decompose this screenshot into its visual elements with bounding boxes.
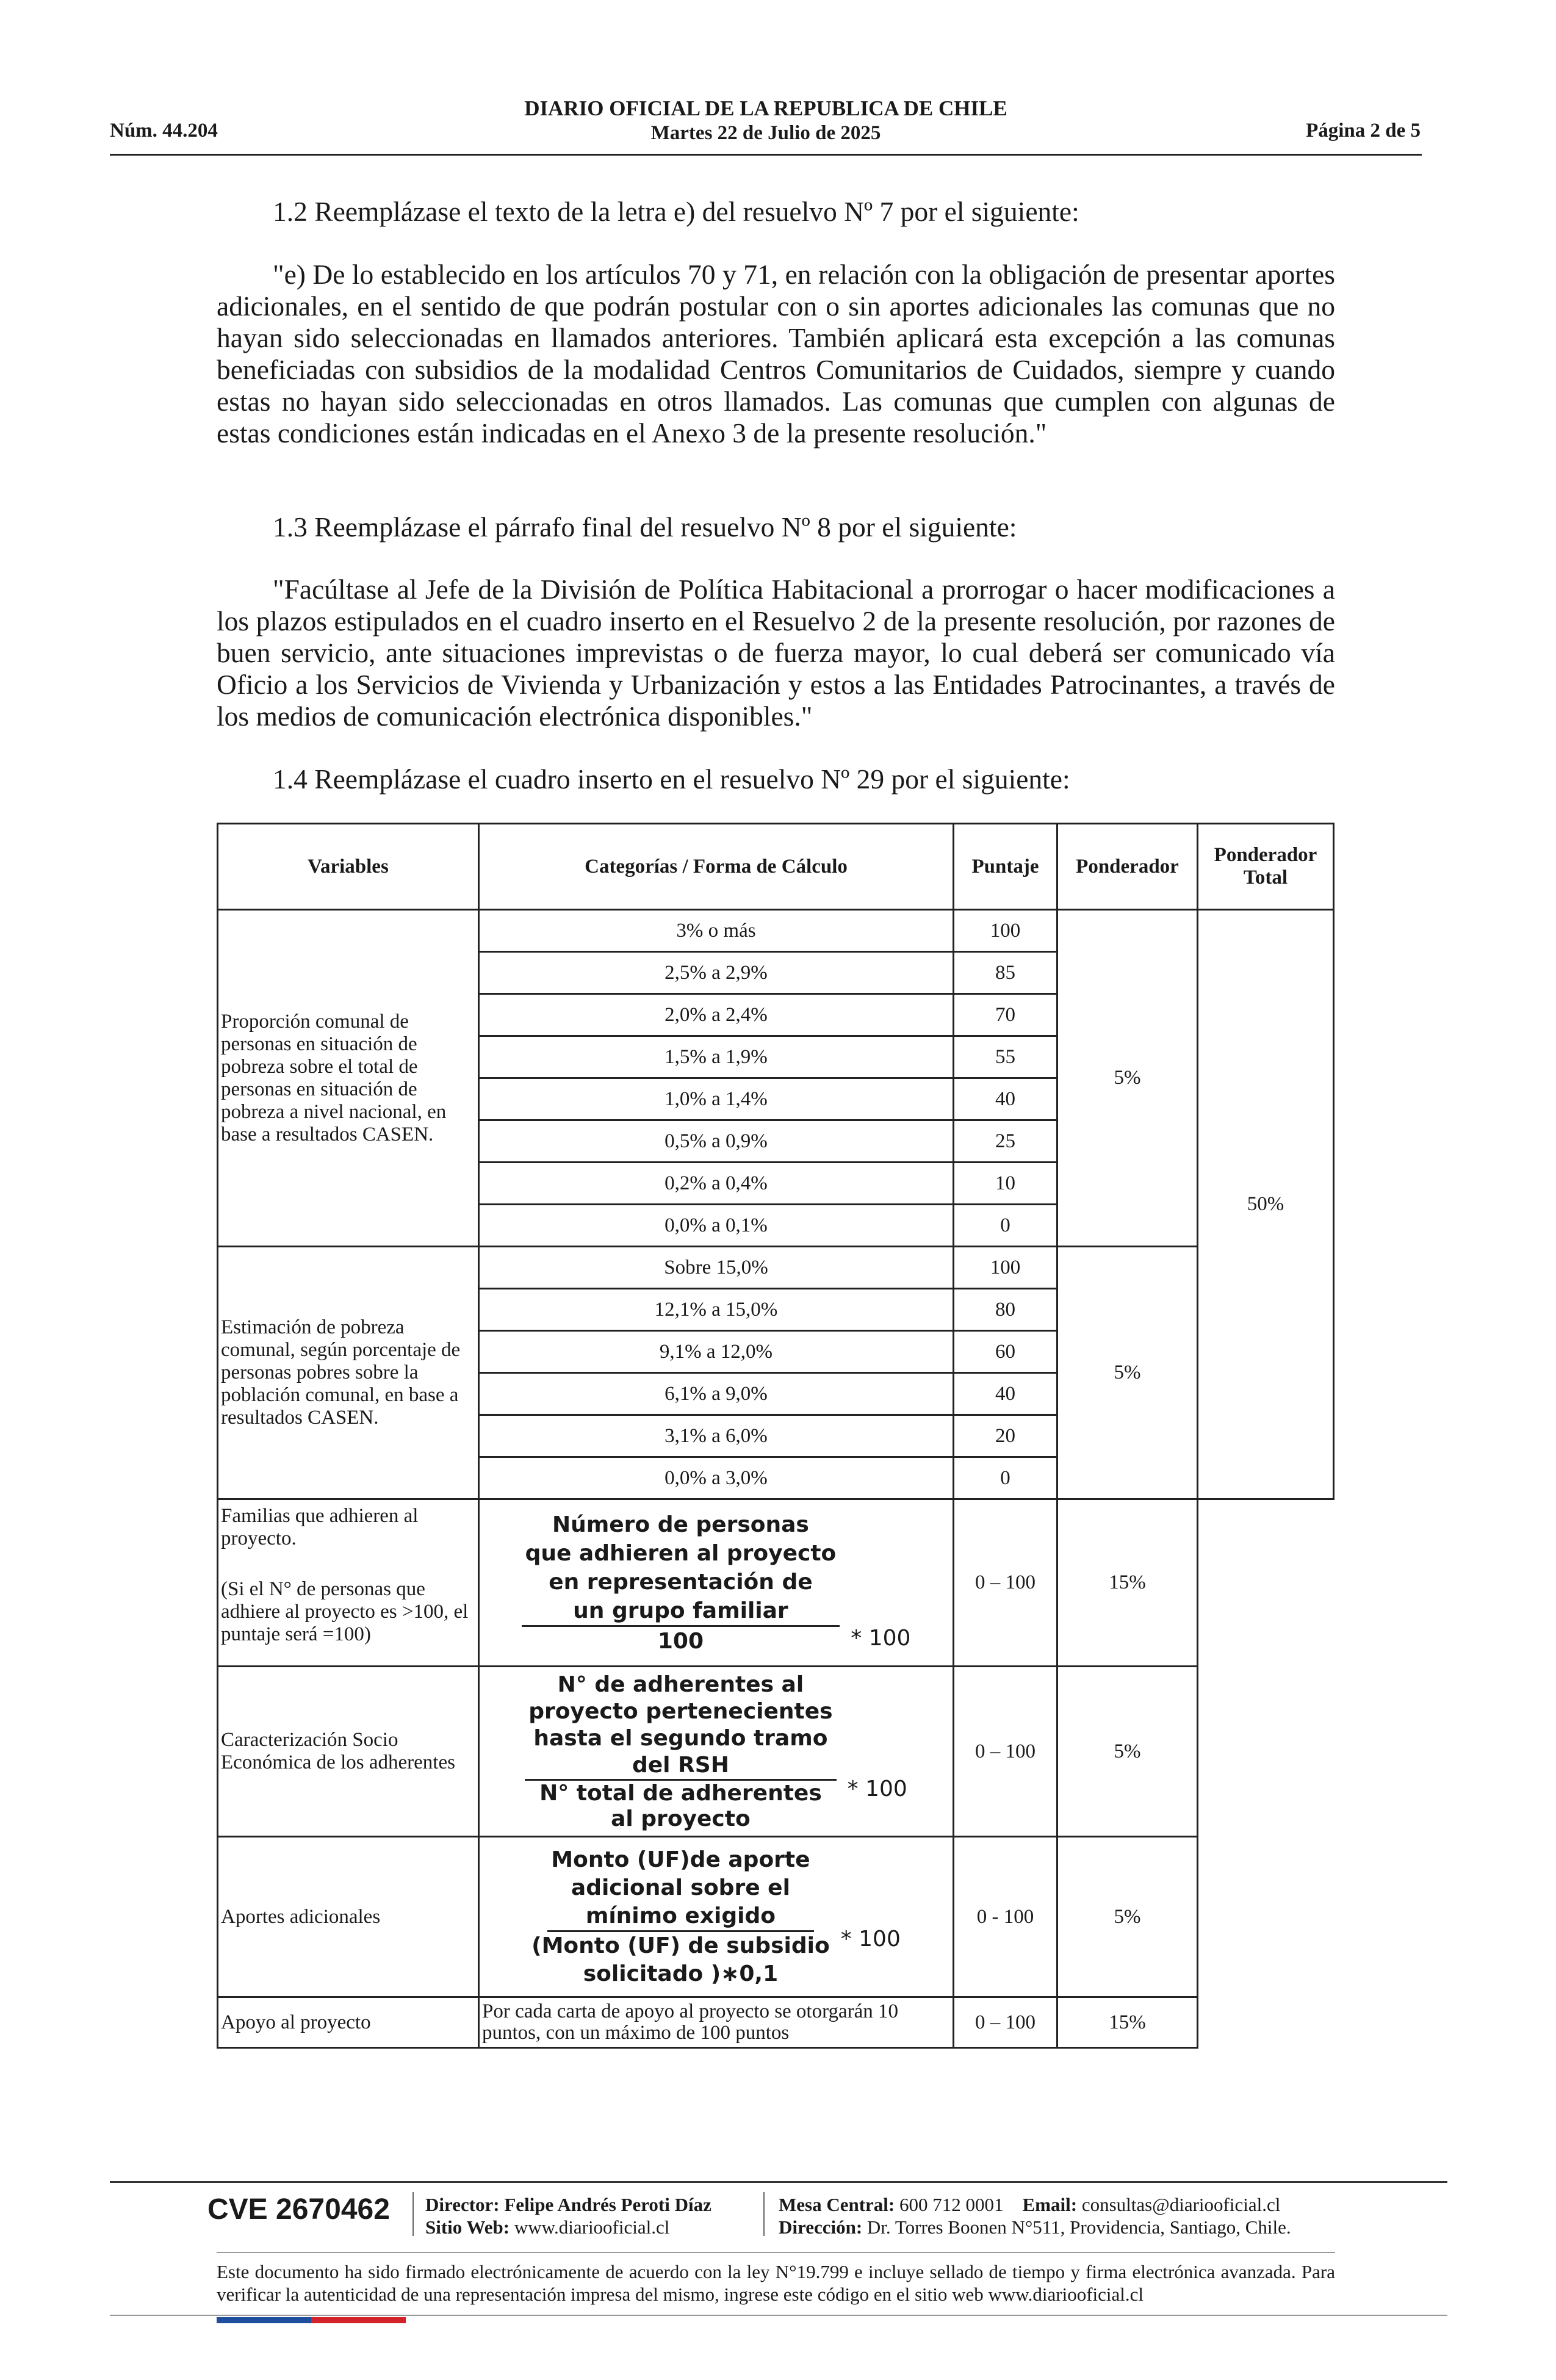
score-cell: 55 — [954, 1036, 1057, 1078]
variable-apoyo: Apoyo al proyecto — [218, 1997, 479, 2048]
formula-text: mínimo exigido — [585, 1903, 776, 1928]
score-cell: 0 — [954, 1457, 1057, 1499]
section-1-4-heading: 1.4 Reemplázase el cuadro inserto en el resuelvo Nº 29 por el siguiente: — [273, 763, 1070, 795]
score-cell: 0 - 100 — [954, 1837, 1057, 1997]
score-cell: 100 — [954, 910, 1057, 952]
header-categorias: Categorías / Forma de Cálculo — [479, 824, 954, 910]
footer-divider — [412, 2192, 414, 2236]
score-cell: 80 — [954, 1289, 1057, 1331]
category-cell: 6,1% a 9,0% — [479, 1373, 954, 1415]
score-cell: 0 – 100 — [954, 1499, 1057, 1667]
formula-text: (Monto (UF) de subsidio — [531, 1933, 830, 1958]
section-1-2-heading: 1.2 Reemplázase el texto de la letra e) del resuelvo Nº 7 por el siguiente: — [273, 196, 1079, 227]
formula-text: Número de personas — [552, 1512, 809, 1537]
score-cell: 60 — [954, 1331, 1057, 1373]
page-number: Página 2 de 5 — [1306, 120, 1421, 142]
score-cell: 40 — [954, 1373, 1057, 1415]
apoyo-description: Por cada carta de apoyo al proyecto se otorgarán 10 puntos, con un máximo de 100 puntos — [479, 1997, 954, 2048]
score-cell: 10 — [954, 1163, 1057, 1205]
ponderador-cell: 5% — [1057, 1837, 1198, 1997]
category-cell: 0,0% a 3,0% — [479, 1457, 954, 1499]
formula-aportes — [479, 1837, 954, 1997]
paragraph-facultase: "Facúltase al Jefe de la División de Política Habitacional a prorrogar o hacer modificaciones a los plazos estipulados en el cuadro inserto en el Resuelvo 2 de la presente resolución, por razones de buen servicio, ante situaciones imprevistas o de fuerza mayor, lo cual deberá ser comunicado vía Oficio a los Servicios de Vivienda y Urbanización y estos a las Entidades Patrocinantes, a través de los medios de comunicación electrónica disponibles." — [217, 574, 1335, 732]
category-cell: 2,0% a 2,4% — [479, 994, 954, 1036]
footer-contact-block — [779, 2193, 1291, 2238]
category-cell: 0,2% a 0,4% — [479, 1163, 954, 1205]
category-cell: 2,5% a 2,9% — [479, 952, 954, 994]
paragraph-e: "e) De lo establecido en los artículos 70 y 71, en relación con la obligación de presentar aportes adicionales, en el sentido de que podrán postular con o sin aportes adicionales las comunas que no hayan sido seleccionadas en llamados anteriores. También aplicará esta excepción a las comunas beneficiadas con subsidios de la modalidad Centros Comunitarios de Cuidados, siempre y cuando estas no hayan sido seleccionadas en otros llamados. Las comunas que cumplen con algunas de estas condiciones están indicadas en el Anexo 3 de la presente resolución." — [217, 259, 1335, 449]
formula-multiplier: * 100 — [847, 1776, 907, 1801]
formula-text: un grupo familiar — [573, 1598, 788, 1623]
variable-proporcion-comunal: Proporción comunal de personas en situación de pobreza sobre el total de personas en situación de pobreza a nivel nacional, en base a resultados CASEN. — [218, 910, 479, 1247]
address: Dr. Torres Boonen N°511, Providencia, Santiago, Chile. — [866, 2216, 1291, 2238]
cve-code: CVE 2670462 — [207, 2193, 390, 2226]
scoring-table — [217, 823, 1334, 2049]
formula-text: proyecto pertenecientes — [528, 1698, 833, 1724]
category-cell: 3,1% a 6,0% — [479, 1415, 954, 1457]
ponderador-total-cell: 50% — [1198, 910, 1334, 1499]
newspaper-title: DIARIO OFICIAL DE LA REPUBLICA DE CHILE — [524, 96, 1007, 120]
formula-text: del RSH — [632, 1752, 729, 1778]
formula-text: solicitado )∗0,1 — [583, 1961, 779, 1986]
mesa-phone: 600 712 0001 — [899, 2194, 1004, 2215]
director-label: Director: — [425, 2194, 500, 2215]
formula-text: adicional sobre el — [571, 1875, 790, 1900]
table-row — [218, 1247, 1334, 1289]
category-cell: 1,0% a 1,4% — [479, 1078, 954, 1120]
category-cell: 3% o más — [479, 910, 954, 952]
flag-blue-segment — [217, 2317, 311, 2323]
category-cell: 12,1% a 15,0% — [479, 1289, 954, 1331]
variable-aportes: Aportes adicionales — [218, 1837, 479, 1997]
footer-divider — [763, 2192, 765, 2236]
header-rule — [110, 154, 1422, 156]
footer-director-block — [425, 2193, 711, 2238]
familias-note: (Si el N° de personas que adhiere al proyecto es >100, el puntaje será =100) — [221, 1578, 469, 1645]
ponderador-cell: 5% — [1057, 1247, 1198, 1499]
formula-text: 100 — [657, 1628, 704, 1654]
formula-text: N° total de adherentes — [539, 1780, 822, 1806]
footer-rule — [110, 2315, 1447, 2316]
score-cell: 20 — [954, 1415, 1057, 1457]
table-row — [218, 1997, 1334, 2048]
formula-caracterizacion — [479, 1667, 954, 1837]
email-link[interactable]: consultas@diariooficial.cl — [1081, 2194, 1281, 2215]
ponderador-cell: 15% — [1057, 1499, 1198, 1667]
address-label: Dirección: — [779, 2216, 863, 2238]
table-row — [218, 910, 1334, 952]
score-cell: 70 — [954, 994, 1057, 1036]
web-label: Sitio Web: — [425, 2216, 510, 2238]
formula-multiplier: * 100 — [840, 1926, 901, 1952]
formula-familias — [479, 1499, 954, 1667]
flag-color-bar — [217, 2317, 406, 2323]
score-cell: 100 — [954, 1247, 1057, 1289]
formula-text: que adhieren al proyecto — [525, 1540, 837, 1566]
formula-text: N° de adherentes al — [557, 1671, 804, 1697]
category-cell: 0,0% a 0,1% — [479, 1205, 954, 1247]
formula-text: en representación de — [549, 1569, 813, 1595]
formula-multiplier: * 100 — [851, 1625, 911, 1651]
footer-rule — [110, 2181, 1447, 2183]
category-cell: 9,1% a 12,0% — [479, 1331, 954, 1373]
ponderador-cell: 5% — [1057, 1667, 1198, 1837]
header-puntaje: Puntaje — [954, 824, 1057, 910]
header-variables: Variables — [218, 824, 479, 910]
formula-text: hasta el segundo tramo — [533, 1725, 828, 1751]
category-cell: Sobre 15,0% — [479, 1247, 954, 1289]
variable-familias — [218, 1499, 479, 1667]
score-cell: 25 — [954, 1120, 1057, 1163]
category-cell: 0,5% a 0,9% — [479, 1120, 954, 1163]
email-label: Email: — [1022, 2194, 1078, 2215]
director-name: Felipe Andrés Peroti Díaz — [504, 2194, 711, 2215]
table-row — [218, 1499, 1334, 1667]
ponderador-cell: 5% — [1057, 910, 1198, 1247]
score-cell: 0 – 100 — [954, 1667, 1057, 1837]
flag-red-segment — [311, 2317, 406, 2323]
web-link[interactable]: www.diariooficial.cl — [514, 2216, 670, 2238]
variable-caracterizacion: Caracterización Socio Económica de los adherentes — [218, 1667, 479, 1837]
section-1-3-heading: 1.3 Reemplázase el párrafo final del resuelvo Nº 8 por el siguiente: — [273, 511, 1017, 543]
table-row — [218, 1667, 1334, 1837]
variable-estimacion-pobreza: Estimación de pobreza comunal, según porcentaje de personas pobres sobre la población comunal, en base a resultados CASEN. — [218, 1247, 479, 1499]
issue-number: Núm. 44.204 — [110, 120, 218, 142]
table-header-row — [218, 824, 1334, 910]
issue-date: Martes 22 de Julio de 2025 — [650, 122, 881, 144]
score-cell: 40 — [954, 1078, 1057, 1120]
legal-notice: Este documento ha sido firmado electrónicamente de acuerdo con la ley N°19.799 e incluye sellado de tiempo y firma electrónica avanzada. Para verificar la autenticidad de una representación impresa del mismo, ingrese este código en el sitio web www.diariooficial.cl — [217, 2261, 1335, 2305]
category-cell: 1,5% a 1,9% — [479, 1036, 954, 1078]
mesa-label: Mesa Central: — [779, 2194, 895, 2215]
familias-label: Familias que adhieren al proyecto. — [221, 1505, 419, 1549]
header-ponderador-total: Ponderador Total — [1198, 824, 1334, 910]
header-ponderador: Ponderador — [1057, 824, 1198, 910]
table-row — [218, 1837, 1334, 1997]
score-cell: 0 — [954, 1205, 1057, 1247]
footer-rule — [217, 2252, 1335, 2253]
formula-text: Monto (UF)de aporte — [551, 1847, 810, 1872]
score-cell: 85 — [954, 952, 1057, 994]
ponderador-cell: 15% — [1057, 1997, 1198, 2048]
score-cell: 0 – 100 — [954, 1997, 1057, 2048]
formula-text: al proyecto — [611, 1806, 751, 1831]
